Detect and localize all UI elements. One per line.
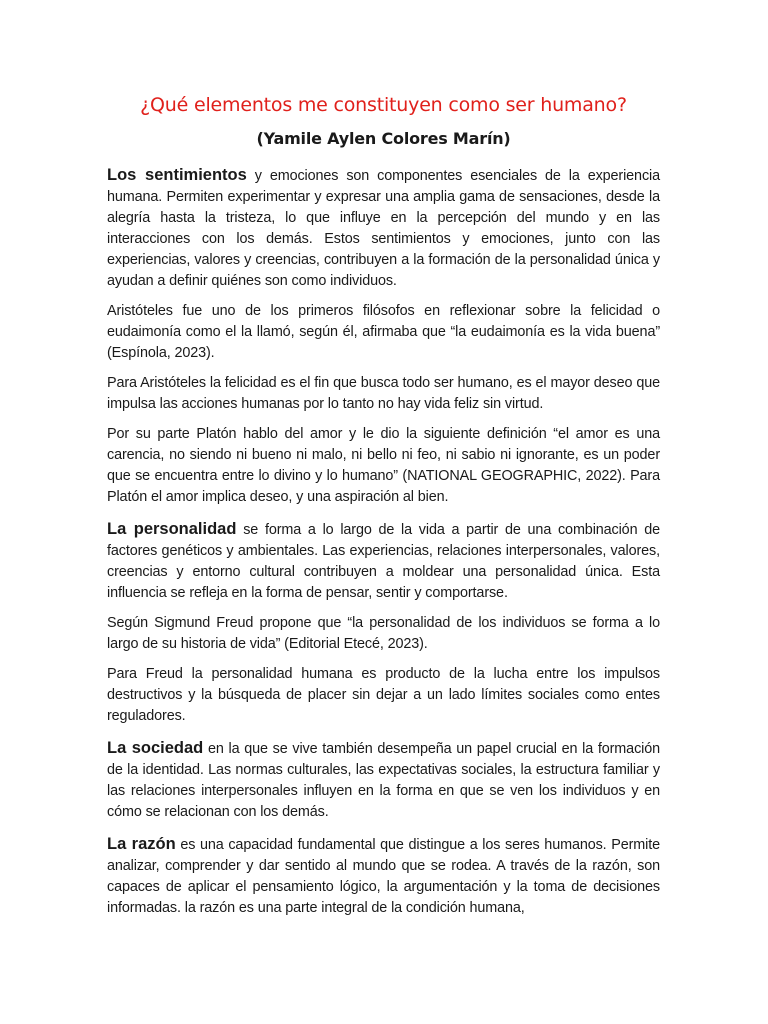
paragraph-freud-cita (107, 613, 660, 655)
paragraph-personalidad (107, 519, 660, 604)
paragraph-lead: La razón (107, 835, 176, 853)
document-author: (Yamile Aylen Colores Marín) (256, 129, 511, 148)
paragraph-text: Según Sigmund Freud propone que “la personalidad de los individuos se forma a lo largo de su historia de vida” (Editorial Etecé, 2023). (107, 615, 660, 652)
paragraph-text: Aristóteles fue uno de los primeros filósofos en reflexionar sobre la felicidad o eudaimonía como el la llamó, según él, afirmaba que “la eudaimonía es la vida buena” (Espínola, 2023). (107, 303, 660, 361)
paragraph-text: Por su parte Platón hablo del amor y le dio la siguiente definición “el amor es una carencia, no siendo ni bueno ni malo, ni bello ni feo, ni sabio ni ignorante, es un poder que se encuentra entre lo divino y lo humano” (NATIONAL GEOGRAPHIC, 2022). Para Platón el amor implica deseo, y una aspiración al bien. (107, 426, 660, 505)
paragraph-sentimientos (107, 165, 660, 292)
paragraph-sociedad (107, 738, 660, 823)
paragraph-text: se forma a lo largo de la vida a partir de una combinación de factores genéticos y ambientales. Las experiencias, relaciones interpersonales, valores, creencias y entorno cultural contribuyen a moldear una personalidad única. Esta influencia se refleja en la forma de pensar, sentir y comportarse. (107, 522, 661, 601)
paragraph-text: y emociones son componentes esenciales de la experiencia humana. Permiten experimentar y expresar una amplia gama de sensaciones, desde la alegría hasta la tristeza, lo que influye en la percepción del mundo y en las interacciones con los demás. Estos sentimientos y emociones, junto con las experiencias, valores y creencias, contribuyen a la formación de la personalidad única y ayudan a definir quiénes son como individuos. (107, 168, 660, 289)
paragraph-text: es una capacidad fundamental que distingue a los seres humanos. Permite analizar, comprender y dar sentido al mundo que se rodea. A través de la razón, son capaces de aplicar el pensamiento lógico, la argumentación y la toma de decisiones informadas. la razón es una parte integral de la condición humana, (107, 837, 660, 916)
paragraph-freud-personalidad (107, 664, 660, 727)
paragraph-razon (107, 834, 660, 919)
paragraph-platon-amor (107, 424, 660, 508)
paragraph-lead: La sociedad (107, 739, 204, 757)
document-title: ¿Qué elementos me constituyen como ser humano? (140, 94, 627, 116)
paragraph-aristoteles-felicidad (107, 373, 660, 415)
paragraph-text: Para Freud la personalidad humana es producto de la lucha entre los impulsos destructivos y la búsqueda de placer sin dejar a un lado límites sociales como entes reguladores. (107, 666, 660, 724)
paragraph-lead: Los sentimientos (107, 166, 247, 184)
paragraph-text: en la que se vive también desempeña un papel crucial en la formación de la identidad. Las normas culturales, las expectativas sociales, la estructura familiar y las relaciones interpersonales influyen en la forma en que se ven los individuos y en cómo se relacionan con los demás. (107, 741, 660, 820)
paragraph-text: Para Aristóteles la felicidad es el fin que busca todo ser humano, es el mayor deseo que impulsa las acciones humanas por lo tanto no hay vida feliz sin virtud. (107, 375, 660, 412)
paragraph-lead: La personalidad (107, 520, 237, 538)
paragraph-aristoteles-eudaimonia (107, 301, 660, 364)
document-body (107, 92, 660, 928)
